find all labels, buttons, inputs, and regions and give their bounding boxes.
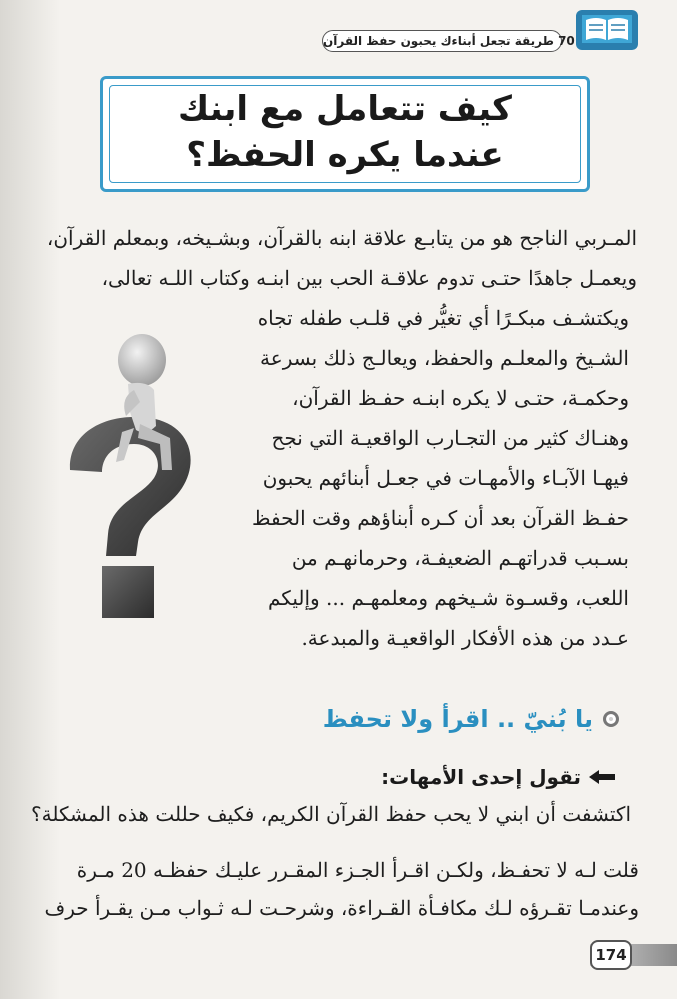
section-title: يا بُنيّ .. اقرأ ولا تحفظ — [322, 705, 593, 733]
arrow-left-icon — [587, 768, 617, 786]
answer-line: وعندمـا تقـرؤه لـك مكافـأة القـراءة، وشرحـت لـه ثـواب مـن يقـرأ حرف — [44, 896, 639, 920]
body-line: وحكمـة، حتـى لا يكره ابنـه حفـظ القرآن، — [292, 386, 629, 410]
title-line-1: كيف تتعامل مع ابنك — [178, 89, 512, 129]
section-heading — [323, 705, 619, 733]
body-line: بسـبب قدراتهـم الضعيفـة، وحرمانهـم من — [291, 546, 629, 570]
body-line: المـربي الناجح هو من يتابـع علاقة ابنه بالقرآن، وبشـيخه، وبمعلم القرآن، — [46, 226, 637, 250]
body-line: عـدد من هذه الأفكار الواقعيـة والمبدعة. — [301, 626, 629, 650]
running-header — [322, 30, 575, 52]
sub-title: تقول إحدى الأمهات: — [381, 765, 581, 789]
body-line: ويعمـل جاهدًا حتـى تدوم علاقـة الحب بين ابنـه وكتاب اللـه تعالى، — [101, 266, 637, 290]
running-title: 70 طريقة تجعل أبناءك يحبون حفظ القرآن — [323, 34, 575, 48]
body-line: حفـظ القرآن بعد أن كـره أبناؤهم وقت الحفظ — [251, 506, 629, 530]
body-line: وهنـاك كثير من التجـارب الواقعيـة التي نجح — [271, 426, 629, 450]
open-book-icon — [572, 6, 642, 54]
chapter-title-box — [100, 76, 590, 192]
thinking-figure-illustration — [50, 320, 200, 630]
body-line: الشـيخ والمعلـم والحفظ، ويعالـج ذلك بسرعة — [260, 346, 629, 370]
body-line: اللعب، وقسـوة شـيخهم ومعلمهـم ... وإليكم — [268, 586, 629, 610]
answer-line: قلت لـه لا تحفـظ، ولكـن اقـرأ الجـزء المقـرر عليـك حفظـه 20 مـرة — [76, 858, 639, 882]
body-line: ويكتشـف مبكـرًا أي تغيُّر في قلـب طفله تجاه — [257, 306, 629, 330]
sub-heading — [381, 765, 617, 789]
question-text: اكتشفت أن ابني لا يحب حفظ القرآن الكريم، فكيف حللت هذه المشكلة؟ — [31, 802, 631, 826]
circle-bullet-icon — [603, 711, 619, 727]
body-line: فيهـا الآبـاء والأمهـات في جعـل أبنائهم يحبون — [262, 466, 629, 490]
page-number: 174 — [590, 940, 632, 970]
title-line-2: عندما يكره الحفظ؟ — [186, 135, 504, 175]
